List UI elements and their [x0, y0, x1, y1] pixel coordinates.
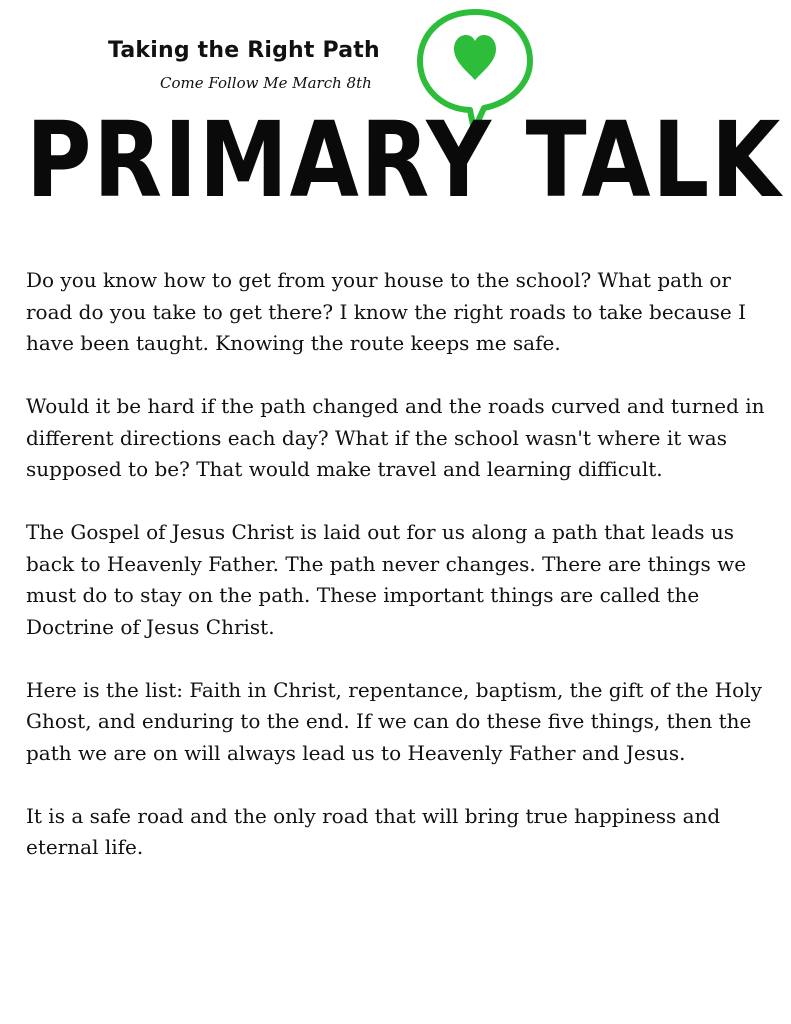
- paragraph: Here is the list: Faith in Christ, repentance, baptism, the gift of the Holy Ghost, and enduring to the end. If we can do these five things, then the path we are on will always lead us to Heavenly Father and Jesus.: [26, 677, 762, 765]
- talk-subtitle: Taking the Right Path: [108, 38, 380, 63]
- date-line: Come Follow Me March 8th: [160, 74, 372, 92]
- paragraph: Do you know how to get from your house to the school? What path or road do you take to get there? I know the right roads to take because I have been taught. Knowing the route keeps me safe.: [26, 268, 747, 355]
- paragraph: Would it be hard if the path changed and the roads curved and turned in different directions each day? What if the school wasn't where it was supposed to be? That would make travel and learning difficult.: [26, 394, 765, 481]
- paragraph: The Gospel of Jesus Christ is laid out for us along a path that leads us back to Heavenly Father. The path never changes. There are things we must do to stay on the path. These important things are called the Doctrine of Jesus Christ.: [26, 520, 747, 639]
- paragraph: It is a safe road and the only road that will bring true happiness and eternal life.: [26, 803, 721, 859]
- header: [0, 0, 791, 230]
- talk-body: [26, 265, 766, 895]
- page-title: PRIMARY TALK: [26, 99, 783, 221]
- heart-icon: [454, 35, 496, 80]
